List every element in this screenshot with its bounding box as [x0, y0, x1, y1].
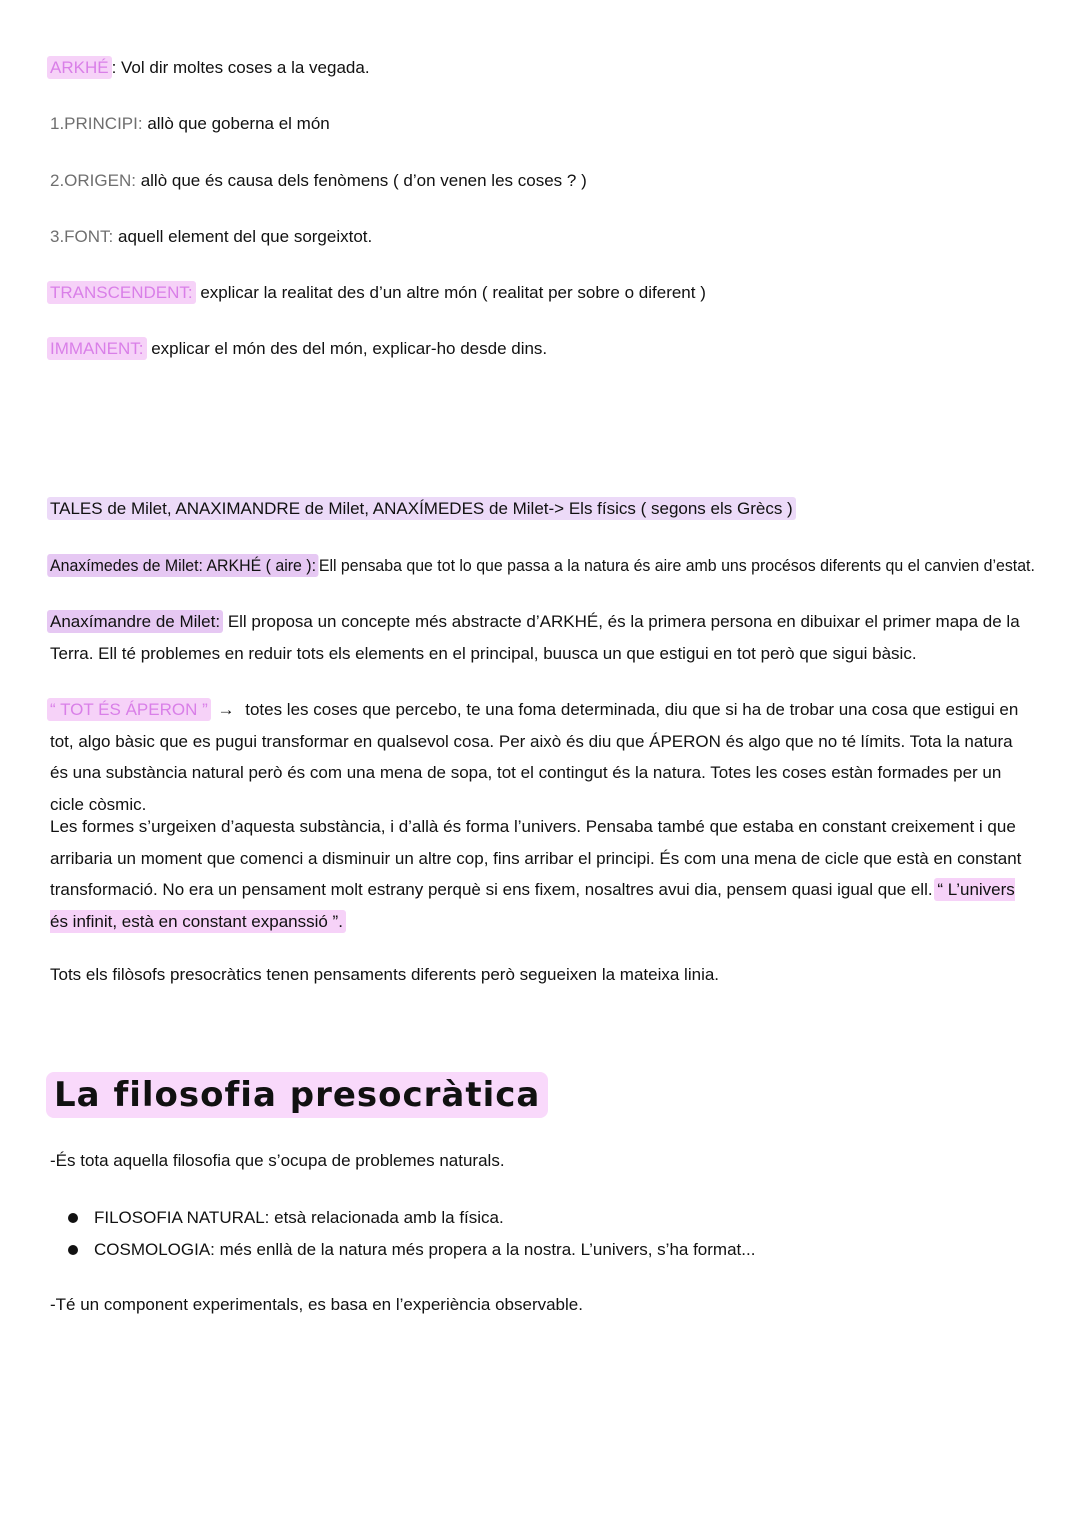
definition-text: explicar la realitat des d’un altre món ( realitat per sobre o diferent ) [195, 283, 706, 302]
section-title: La filosofia presocràtica [46, 1072, 548, 1118]
physicists-line [50, 493, 1035, 525]
term-origen: 2.ORIGEN: [50, 171, 136, 190]
term-font: 3.FONT: [50, 227, 114, 246]
anaximedes-line [50, 550, 1035, 582]
term-anaximandre: Anaxímandre de Milet: [47, 610, 223, 633]
intro-line [50, 1145, 1035, 1177]
definition-immanent [50, 333, 1035, 365]
closing-line [50, 1289, 1035, 1321]
term-principi: 1.PRINCIPI: [50, 114, 143, 133]
bullet-text: etsà relacionada amb la física. [269, 1208, 504, 1227]
bullet-icon [68, 1213, 78, 1223]
term-anaximedes: Anaxímedes de Milet: ARKHÉ ( aire ): [47, 554, 319, 577]
forms-paragraph [50, 811, 1035, 937]
bullet-term: COSMOLOGIA: [94, 1240, 215, 1259]
summary-line [50, 959, 1035, 991]
definition-text: aquell element del que sorgeixtot. [113, 227, 373, 246]
definition-font [50, 221, 1035, 253]
closing-text: -Té un component experimentals, es basa en l’experiència observable. [50, 1295, 583, 1314]
definition-transcendent [50, 277, 1035, 309]
summary-text: Tots els filòsofs presocràtics tenen pensaments diferents però segueixen la mateixa linia. [50, 965, 720, 984]
definition-principi [50, 108, 1035, 140]
bullet-text: més enllà de la natura més propera a la nostra. L’univers, s’ha format... [214, 1240, 756, 1259]
definition-arkhe [50, 52, 1035, 84]
physicists-highlight: TALES de Milet, ANAXIMANDRE de Milet, ANAXÍMEDES de Milet-> Els físics ( segons els Grècs ) [47, 497, 796, 520]
definition-text: : Vol dir moltes coses a la vegada. [111, 58, 370, 77]
arrow-icon: → [217, 700, 235, 719]
anaximandre-text: Ell proposa un concepte més abstracte d’ARKHÉ, és la primera persona en dibuixar el primer mapa de la Terra. Ell té problemes en reduir tots els elements en el principal, buusca un que estigui en tot però que sigui bàsic. [50, 612, 1020, 663]
definition-text: allò que és causa dels fenòmens ( d’on venen les coses ? ) [135, 171, 587, 190]
definition-text: explicar el món des del món, explicar-ho desde dins. [146, 339, 548, 358]
list-item [62, 1234, 755, 1266]
definition-origen [50, 165, 1035, 197]
quote-highlight: “ L’univers és infinit, està en constant expanssió ”. [50, 880, 1015, 931]
bullet-term: FILOSOFIA NATURAL: [94, 1208, 270, 1227]
term-arkhe: ARKHÉ [47, 56, 112, 79]
bullet-list [62, 1202, 755, 1266]
term-transcendent: TRANSCENDENT: [47, 281, 196, 304]
aperon-text: totes les coses que percebo, te una foma determinada, diu que si ha de trobar una cosa que estigui en tot, algo bàsic que es pugui transformar en qualsevol cosa. Per això és diu que ÁPERON és algo que no té límits. Tota la natura és una substància natural però és com una mena de sopa, tot el contingut és la natura. Totes les coses estàn formades per un cicle còsmic. [50, 700, 1019, 814]
intro-text: -És tota aquella filosofia que s’ocupa de problemes naturals. [50, 1151, 505, 1170]
definition-text: allò que goberna el món [142, 114, 330, 133]
bullet-icon [68, 1245, 78, 1255]
anaximandre-paragraph [50, 606, 1035, 669]
list-item [62, 1202, 755, 1234]
forms-text: Les formes s’urgeixen d’aquesta substància, i d’allà és forma l’univers. Pensaba també que estaba en constant creixement i que arribaria un moment que comenci a disminuir un altre cop, fins arribar el principi. És com una mena de cicle que està en constant transformació. No era un pensament molt estrany perquè si ens fixem, nosaltres avui dia, pensem quasi igual que ell. [50, 817, 1022, 899]
term-immanent: IMMANENT: [47, 337, 147, 360]
aperon-paragraph [50, 694, 1035, 820]
anaximedes-text: Ell pensaba que tot lo que passa a la natura és aire amb uns procésos diferents qu el canvien d’estat. [318, 556, 1035, 575]
term-aperon: “ TOT ÉS ÁPERON ” [47, 698, 211, 721]
